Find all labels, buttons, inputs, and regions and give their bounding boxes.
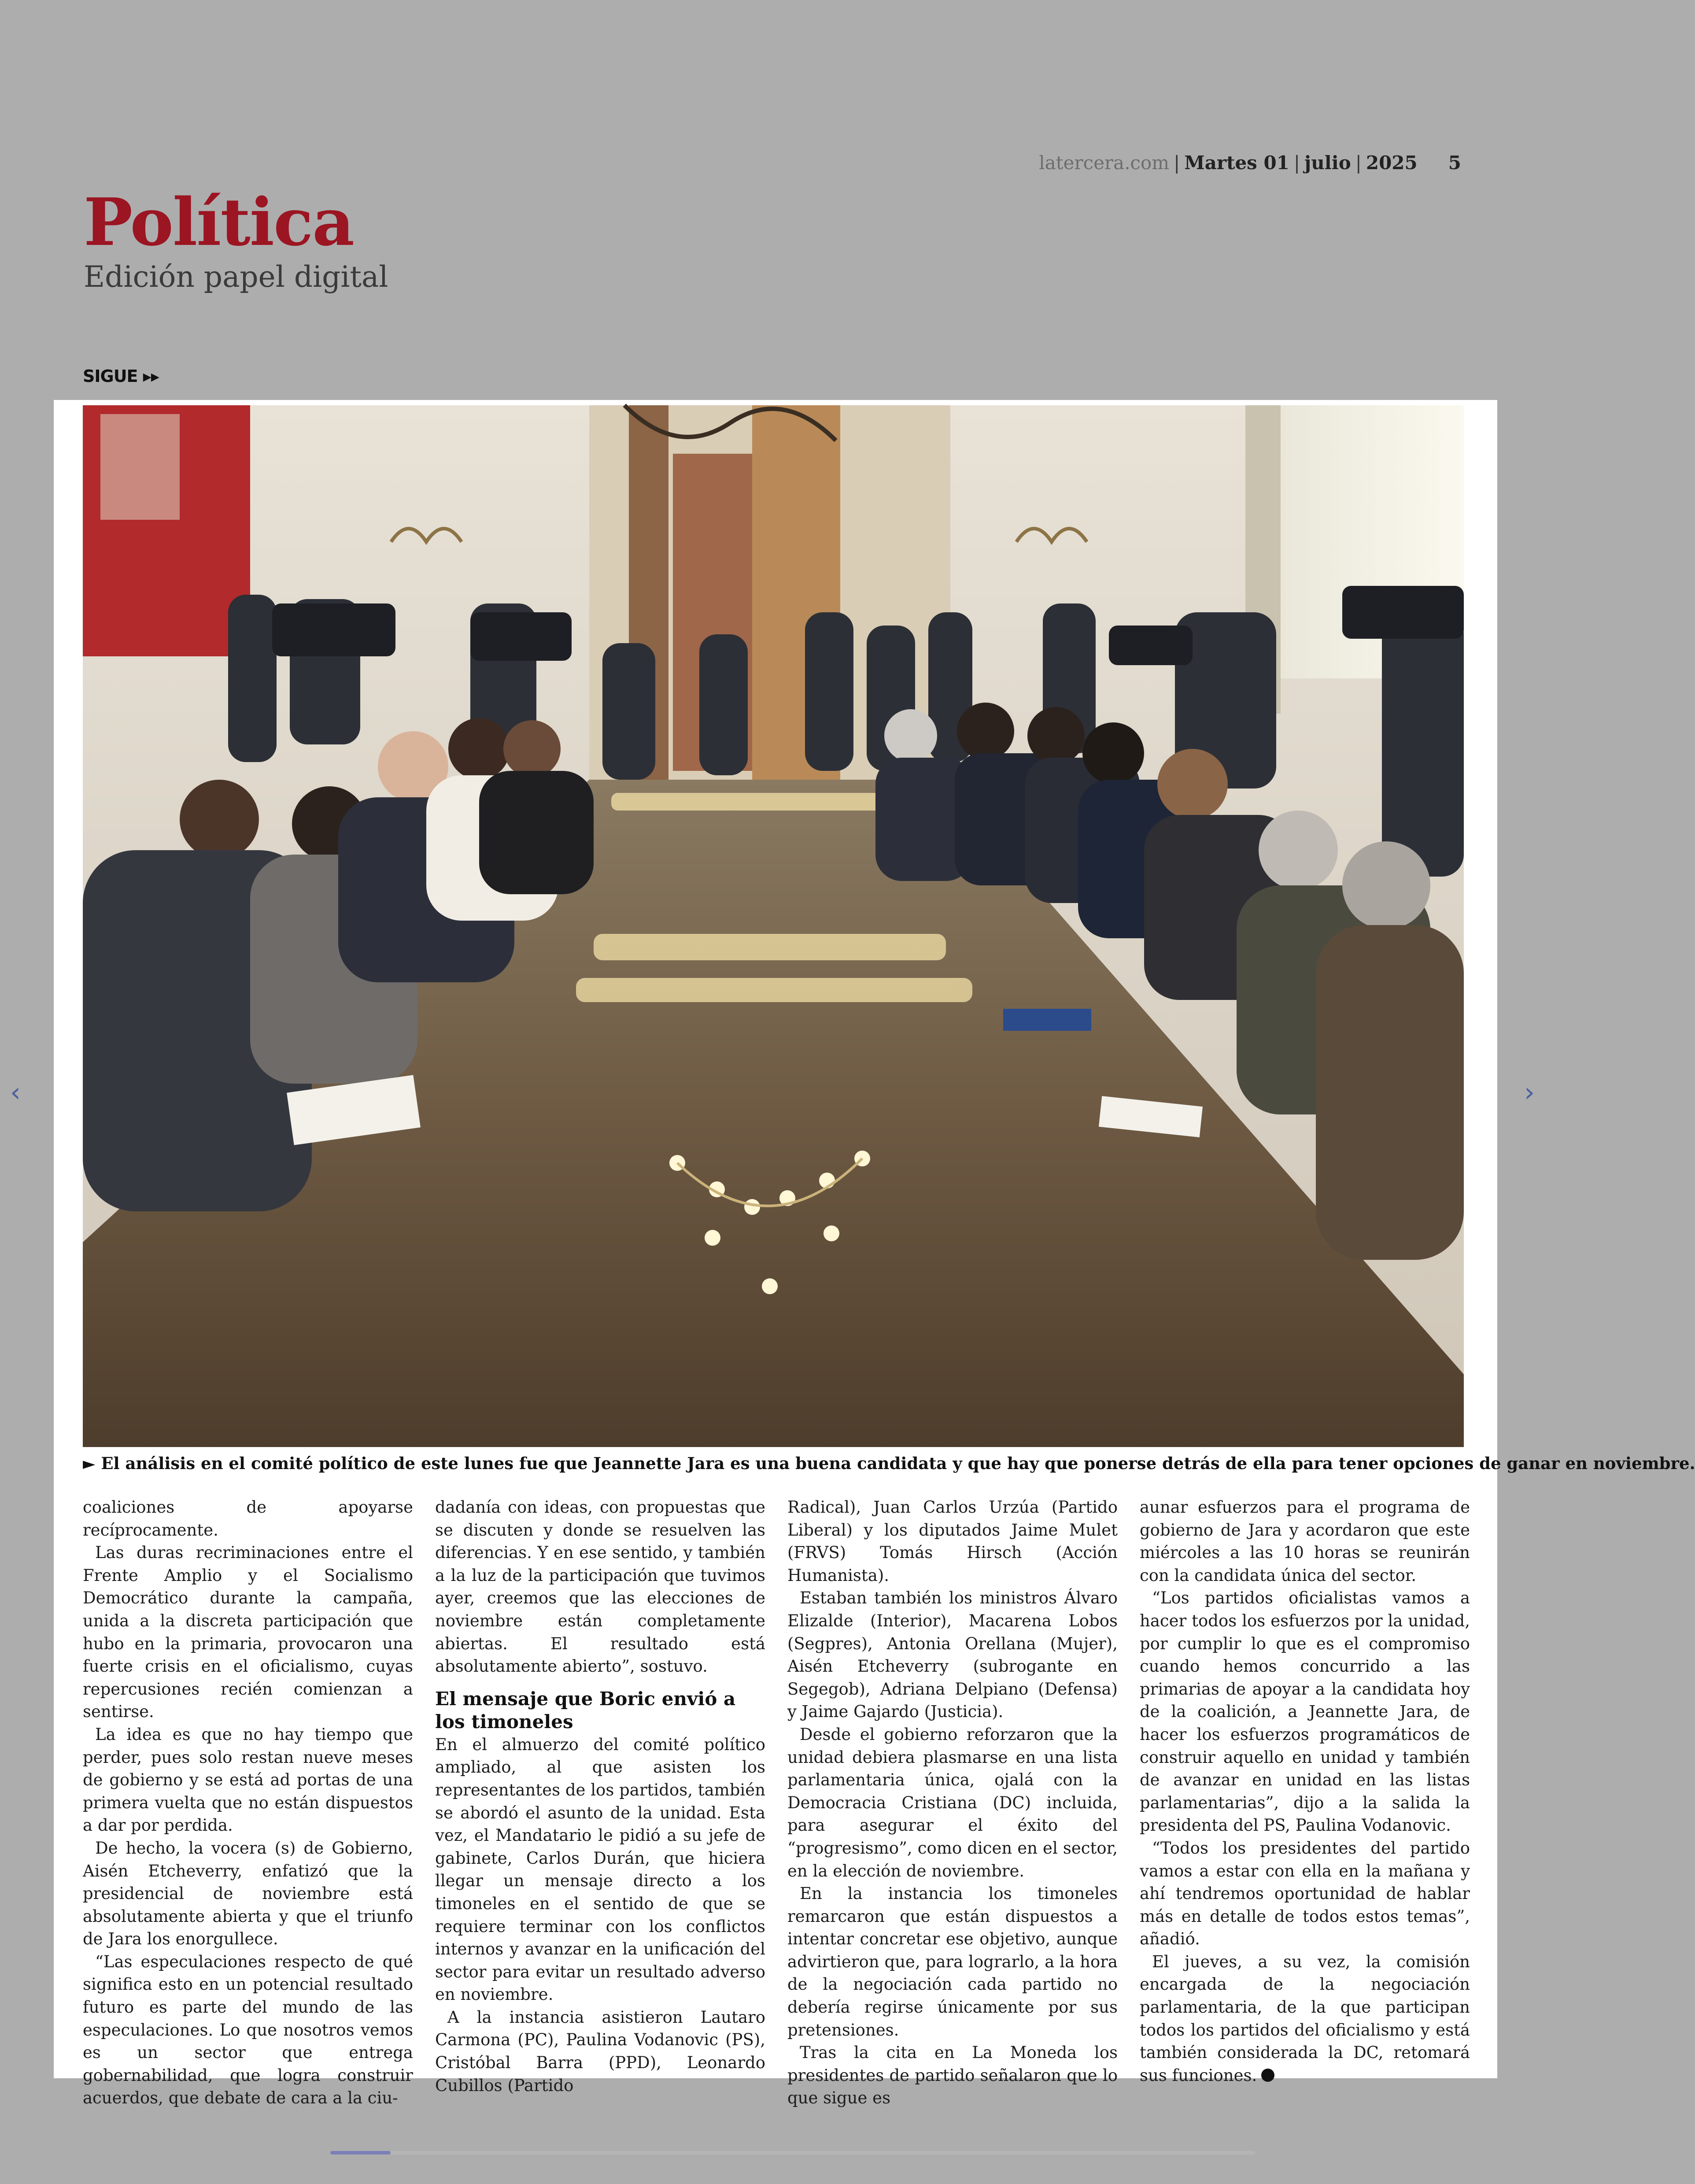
site-name: latercera.com [1039,152,1170,174]
article-photo [83,405,1464,1447]
paragraph: En el almuerzo del comité político ampliado, al que asisten los representantes de los partidos, también se abordó el asunto de la unidad. Esta vez, el Mandatario le pidió a su jefe de gabinete, Carlos Durán, que hiciera llegar un mensaje directo a los timoneles en el sentido de que se requiere terminar con los conflictos internos y avanzar en la unificación del sector para evitar un resultado adverso en noviembre. [435,1735,765,2004]
separator: | [1174,152,1180,174]
paragraph: “Los partidos oficialistas vamos a hacer todos los esfuerzos por la unidad, por cumplir lo que es el compromiso cuando hemos concurrido a las primarias de apoyar a la candidata hoy de la coalición, a Jeannette Jara, de hacer los esfuerzos programáticos de construir aquello en unidad y también de avanzar en unidad en las listas parlamentarias”, dijo a la salida la presidenta del PS, Paulina Vodanovic. [1140,1588,1470,1835]
date-month: julio [1304,152,1351,174]
date-year: 2025 [1366,152,1418,174]
paragraph: La idea es que no hay tiempo que perder, pues solo restan nueve meses de gobierno y se está ad portas de una primera vuelta que no están dispuestos a dar por perdida. [83,1725,413,1835]
page-progress-track[interactable] [330,2151,1255,2154]
separator: | [1355,152,1362,174]
paragraph: Desde el gobierno reforzaron que la unidad debiera plasmarse en una lista parlamentaria única, ojalá con la Democracia Cristiana (DC) incluida, para asegurar el éxito del “progresismo”, como dicen en el sector, en la elección de noviembre. [787,1725,1118,1880]
separator: | [1293,152,1300,174]
article-column-3 [787,1496,1118,2110]
page-meta [1039,152,1461,174]
section-subtitle: Edición papel digital [84,260,388,294]
article-column-2 [435,1496,765,2097]
article-column-4 [1140,1496,1470,2087]
paragraph: Estaban también los ministros Álvaro Elizalde (Interior), Macarena Lobos (Segpres), Antonia Orellana (Mujer), Aisén Etcheverry (subrogante en Segegob), Adriana Delpiano (Defensa) y Jaime Gajardo (Justicia). [787,1588,1118,1721]
paragraph: Tras la cita en La Moneda los presidentes de partido señalaron que lo que sigue es [787,2043,1118,2108]
end-mark-icon [1261,2069,1274,2082]
article-column-1 [83,1496,413,2110]
paragraph: A la instancia asistieron Lautaro Carmona (PC), Paulina Vodanovic (PS), Cristóbal Barra (PPD), Leonardo Cubillos (Partido [435,2007,765,2095]
paragraph: “Todos los presidentes del partido vamos a estar con ella en la mañana y ahí tendremos oportunidad de hablar más en detalle de todos estos temas”, añadió. [1140,1838,1470,1949]
paragraph: “Las especulaciones respecto de qué significa esto en un potencial resultado futuro es parte del mundo de las especulaciones. Lo que nosotros vemos es un sector que entrega gobernabilidad, que logra construir acuerdos, que debate de cara a la ciu- [83,1952,413,2108]
paragraph: Las duras recriminaciones entre el Frente Amplio y el Socialismo Democrático durante la campaña, unida a la discreta participación que hubo en la primaria, provocaron una fuerte crisis en el oficialismo, cuyas repercusiones recién comienzan a sentirse. [83,1543,413,1721]
paragraph-text: El jueves, a su vez, la comisión encargada de la negociación parlamentaria, de la que participan todos los partidos del oficialismo y está también considerada la DC, retomará sus funciones. [1140,1952,1470,2085]
paragraph: De hecho, la vocera (s) de Gobierno, Aisén Etcheverry, enfatizó que la presidencial de noviembre está absolutamente abierta y que el triunfo de Jara los enorgullece. [83,1838,413,1949]
paragraph: dadanía con ideas, con propuestas que se discuten y donde se resuelven las diferencias. Y en ese sentido, y también a la luz de la participación que tuvimos ayer, creemos que las elecciones de noviembre están completamente abiertas. El resultado está absolutamente abierto”, sostuvo. [435,1498,765,1676]
paragraph: En la instancia los timoneles remarcaron que están dispuestos a intentar concretar ese objetivo, aunque advirtieron que, para lograrlo, a la hora de la negociación cada partido no debería regirse únicamente por sus pretensiones. [787,1884,1118,2040]
newspaper-page [54,400,1695,2108]
paragraph: aunar esfuerzos para el programa de gobierno de Jara y acordaron que este miércoles a las 10 horas se reunirán con la candidata única del sector. [1140,1498,1470,1585]
page-progress-fill [330,2151,391,2154]
previous-page-icon[interactable]: ‹ [10,1077,21,1108]
next-page-icon[interactable]: › [1524,1077,1535,1108]
article-subhead: El mensaje que Boric envió a los timoneles [435,1688,736,1732]
paragraph: Radical), Juan Carlos Urzúa (Partido Liberal) y los diputados Jaime Mulet (FRVS) Tomás Hirsch (Acción Humanista). [787,1498,1118,1585]
date-day: Martes 01 [1184,152,1289,174]
paragraph [1140,1951,1470,2087]
continue-label: SIGUE ▸▸ [83,366,159,386]
section-title: Política [84,184,354,260]
page-number: 5 [1448,152,1461,174]
photo-caption: ► El análisis en el comité político de este lunes fue que Jeannette Jara es una buena candidata y que hay que ponerse detrás de ella para tener opciones de ganar en noviembre. [83,1454,1695,1473]
paragraph: coaliciones de apoyarse recíprocamente. [83,1498,413,1540]
